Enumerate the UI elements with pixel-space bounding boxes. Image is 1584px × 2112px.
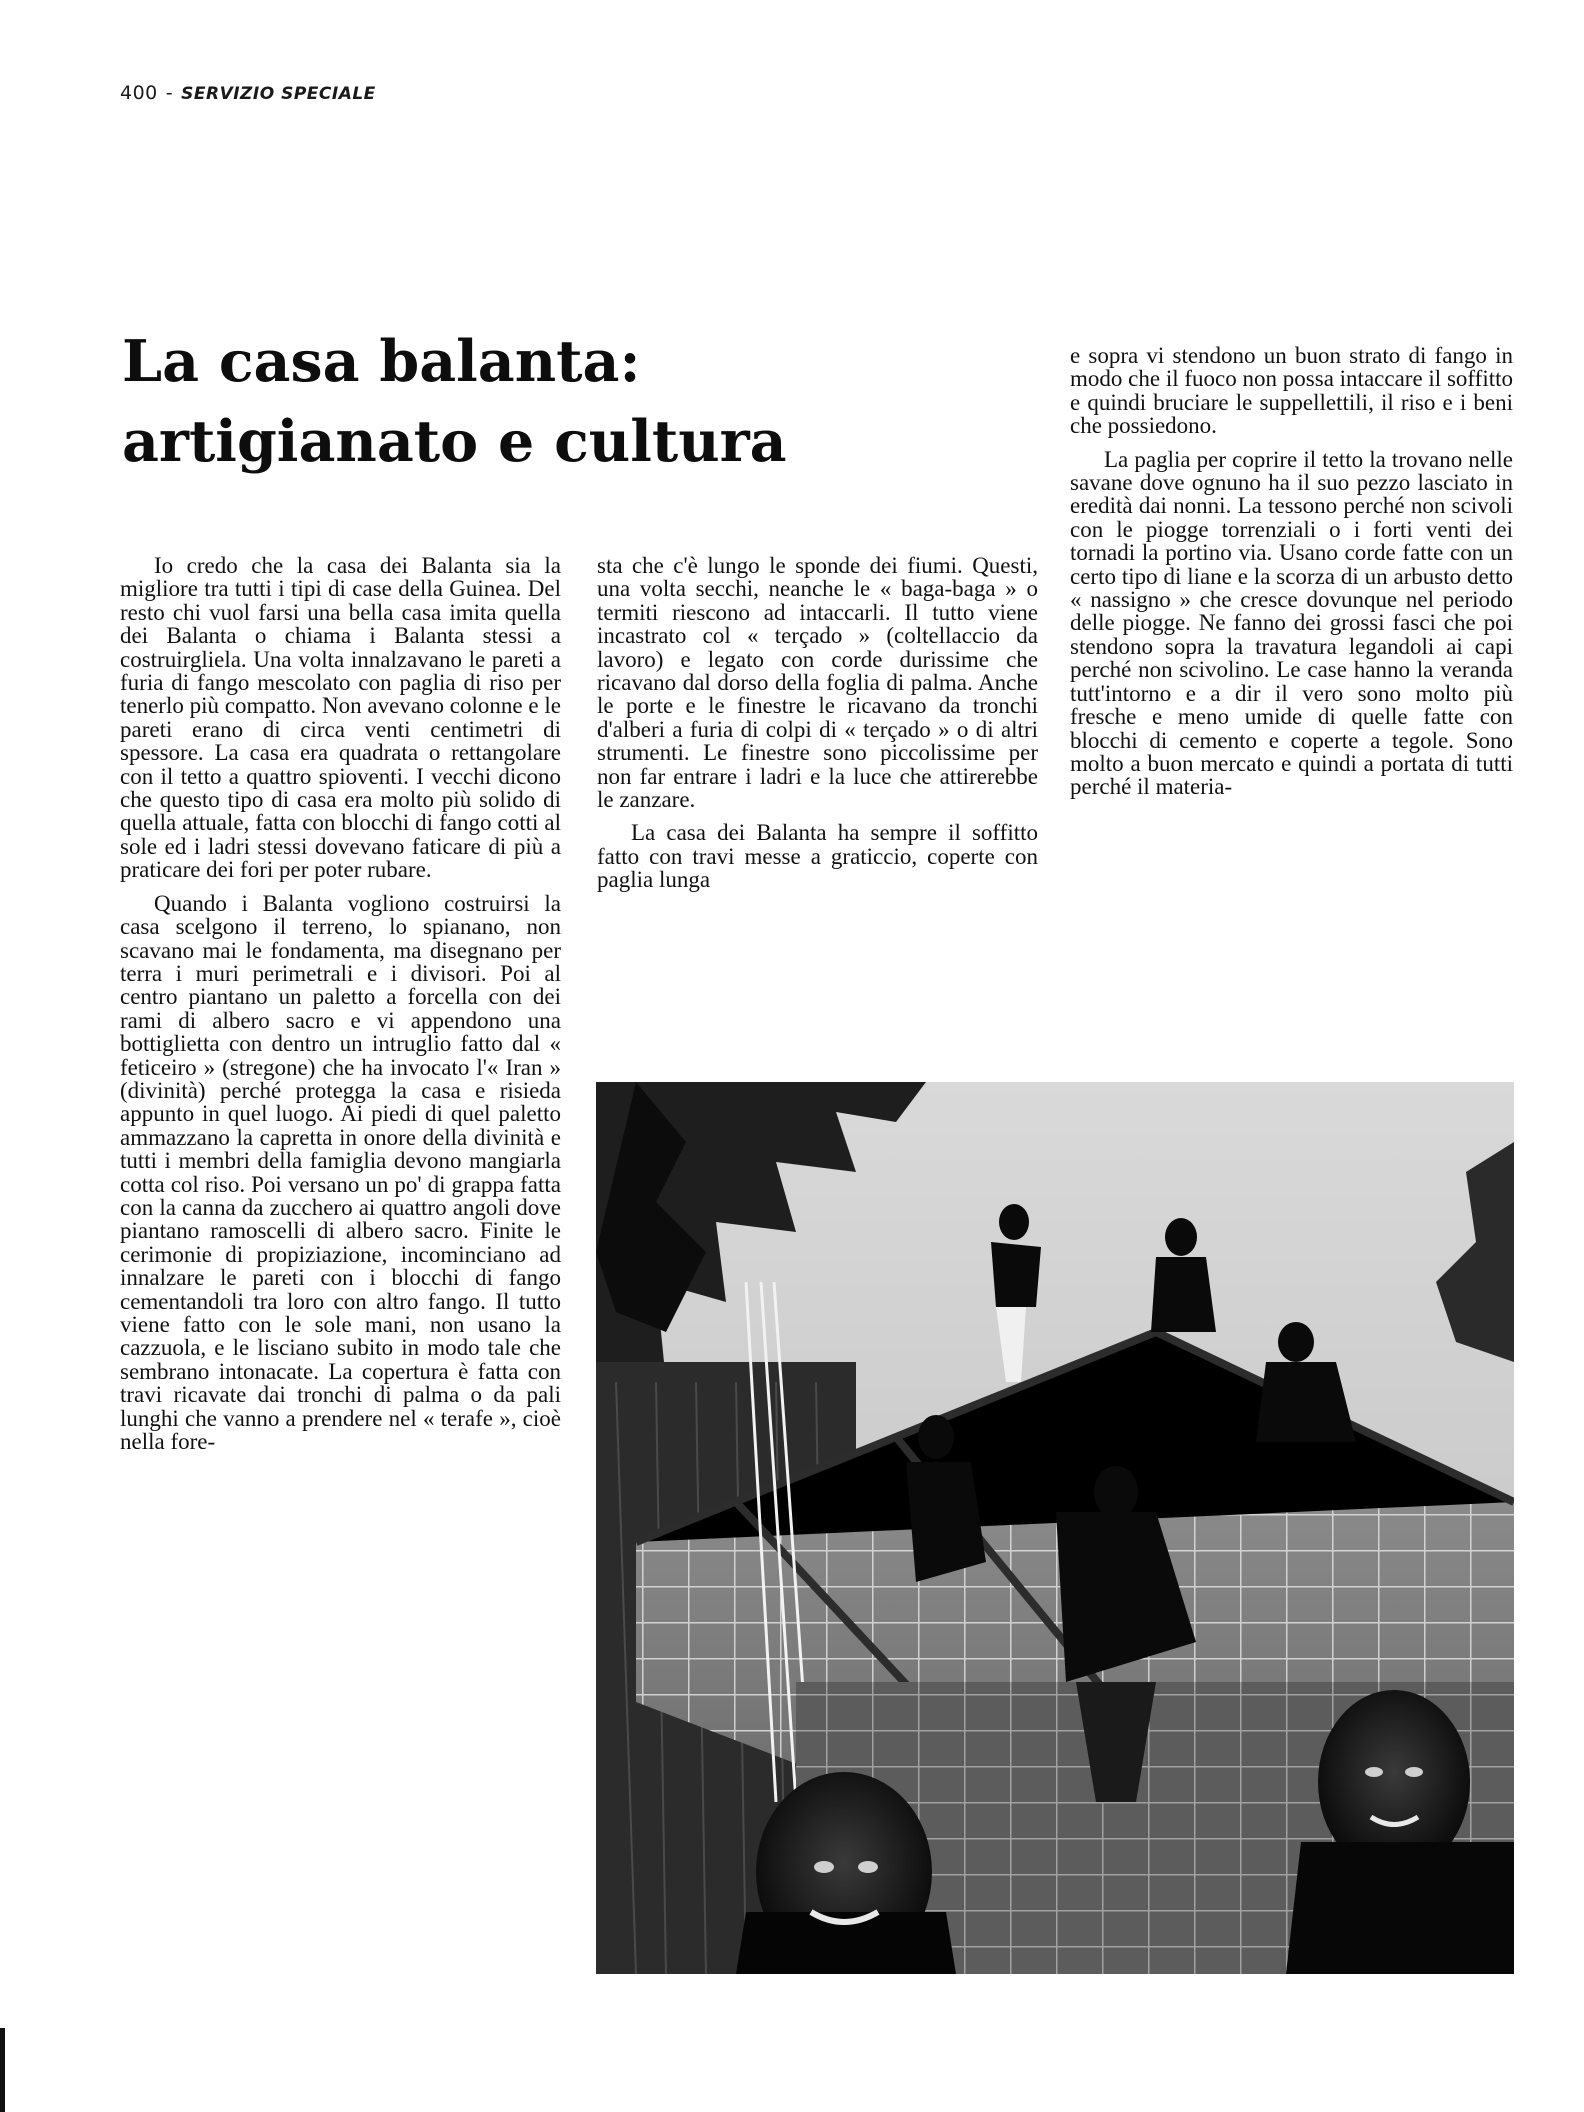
photo-illustration — [596, 1082, 1514, 1974]
photo-house-construction — [596, 1082, 1514, 1974]
paragraph: Io credo che la casa dei Balanta sia la migliore tra tutti i tipi di case della Guinea. Del resto chi vuol farsi una bella casa imita quella dei Balanta o chiama i Balanta stessi a costruirgliela. Una volta innalzavano le pareti a furia di fango mescolato con paglia di riso per tenerlo più compatto. Non avevano colonne e le pareti erano di circa venti centimetri di spessore. La casa era quadrata o rettangolare con il tetto a quattro spioventi. I vecchi dicono che questo tipo di casa era molto più solido di quella attuale, fatta con blocchi di fango cotti al sole ed i ladri stessi dovevano faticare di più a praticare dei fori per poter rubare. — [120, 553, 561, 883]
article-title-line-2: artigianato e cultura — [122, 408, 787, 475]
text-column-2 — [597, 554, 1038, 892]
scan-edge-mark — [0, 2028, 5, 2112]
paragraph-continued: e sopra vi stendono un buon strato di fango in modo che il fuoco non possa intaccare il soffitto e quindi bruciare le suppellettili, il riso e i beni che possiedono. — [1070, 343, 1513, 439]
section-title: SERVIZIO SPECIALE — [181, 84, 376, 104]
text-column-1 — [120, 554, 561, 1453]
page-number: 400 — [120, 82, 158, 104]
paragraph: La paglia per coprire il tetto la trovano nelle savane dove ognuno ha il suo pezzo lasciato in eredità dai nonni. La tessono perché non scivoli con le piogge torrenziali o i forti venti dei tornadi la portino via. Usano corde fatte con un certo tipo di liane e la scorza di un arbusto detto « nassigno » che cresce dovunque nel periodo delle piogge. Ne fanno dei grossi fasci che poi stendono sopra la travatura legandoli ai capi perché non scivolino. Le case hanno la veranda tutt'intorno e a dir il vero sono molto più fresche e meno umide di quelle fatte con blocchi di cemento e coperte a tegole. Sono molto a buon mercato e quindi a portata di tutti perché il materia- — [1070, 446, 1513, 800]
paragraph: La casa dei Balanta ha sempre il soffitto fatto con travi messe a graticcio, coperte con paglia lunga — [597, 820, 1038, 893]
paragraph-continued: sta che c'è lungo le sponde dei fiumi. Questi, una volta secchi, neanche le « baga-baga » o termiti riescono ad intaccarli. Il tutto viene incastrato col « terçado » (coltellaccio da lavoro) e legato con corde durissime che ricavano dal dorso della foglia di palma. Anche le porte e le finestre le ricavano da tronchi d'alberi a furia di colpi di « terçado » o di altri strumenti. Le finestre sono piccolissime per non far entrare i ladri e la luce che attirerebbe le zanzare. — [597, 553, 1038, 813]
article-title-line-1: La casa balanta: — [122, 328, 641, 395]
running-head — [120, 82, 376, 104]
header-separator: - — [165, 82, 174, 104]
text-column-3 — [1070, 344, 1513, 799]
paragraph: Quando i Balanta vogliono costruirsi la casa scelgono il terreno, lo spianano, non scavano mai le fondamenta, ma disegnano per terra i muri perimetrali e i divisori. Poi al centro piantano un paletto a forcella con dei rami di albero sacro e vi appendono una bottiglietta con dentro un intruglio fatto dal « feticeiro » (stregone) che ha invocato l'« Iran » (divinità) perché protegga la casa e risieda appunto in quel luogo. Ai piedi di quel paletto ammazzano la capretta in onore della divinità e tutti i membri della famiglia devono mangiarla cotta col riso. Poi versano un po' di grappa fatta con la canna da zucchero ai quattro angoli dove piantano ramoscelli di albero sacro. Finite le cerimonie di propiziazione, incominciano ad innalzare le pareti con i blocchi di fango cementandoli tra loro con altro fango. Il tutto viene fatto con le sole mani, non usano la cazzuola, e le lisciano subito in modo tale che sembrano intonacate. La copertura è fatta con travi ricavate dai tronchi di palma o da pali lunghi che vanno a prendere nel « terafe », cioè nella fore- — [120, 890, 561, 1455]
article-title — [122, 322, 787, 482]
